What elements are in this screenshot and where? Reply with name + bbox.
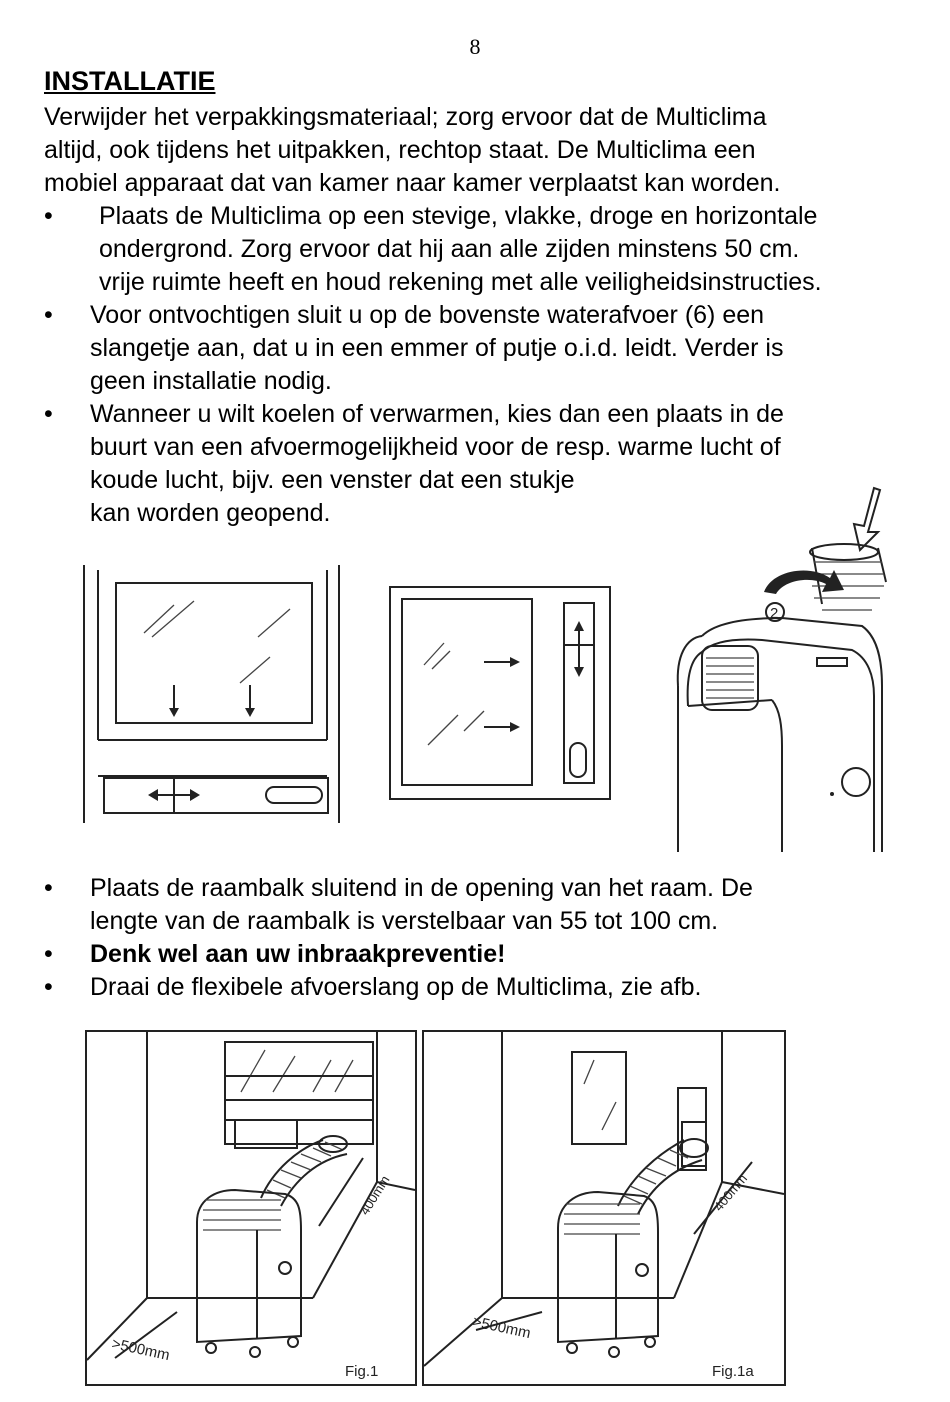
section-heading: INSTALLATIE	[44, 66, 216, 96]
wall-distance-label: 400mm	[356, 1172, 393, 1218]
bullet-line: geen installatie nodig.	[90, 367, 332, 395]
bullet-line: Plaats de raambalk sluitend in de opening van het raam. De	[90, 874, 753, 902]
bullet-line: Plaats de Multiclima op een stevige, vlakke, droge en horizontale	[99, 202, 818, 230]
step-marker: 2	[770, 605, 779, 622]
bullet-dot: •	[44, 973, 53, 1001]
bullet-dot: •	[44, 400, 53, 428]
intro-paragraph	[44, 101, 924, 200]
insert-arrow-icon	[854, 488, 880, 550]
window-slide-illustration	[82, 565, 342, 827]
side-distance-label: >500mm	[471, 1313, 533, 1343]
bullet-line: koude lucht, bijv. een venster dat een stukje	[90, 466, 575, 494]
bullet-line-bold: Denk wel aan uw inbraakpreventie!	[90, 940, 506, 968]
bullet-line: kan worden geopend.	[90, 499, 331, 527]
bullet-line: lengte van de raambalk is verstelbaar van 55 tot 100 cm.	[90, 907, 719, 935]
unit-hose-rotation-illustration	[672, 486, 888, 852]
figure-1a	[422, 1030, 786, 1386]
bullet-line: slangetje aan, dat u in een emmer of putje o.i.d. leidt. Verder is	[90, 334, 784, 362]
window-vertical-slide-illustration	[388, 585, 613, 815]
bullet-line: Voor ontvochtigen sluit u op de bovenste waterafvoer (6) een	[90, 301, 765, 329]
bullet-dot: •	[44, 301, 53, 329]
bullet-dot: •	[44, 940, 53, 968]
figure-caption: Fig.1a	[712, 1363, 754, 1380]
page-number: 8	[469, 34, 481, 59]
bullet-line: Wanneer u wilt koelen of verwarmen, kies dan een plaats in de	[90, 400, 784, 428]
bullet-dot: •	[44, 874, 53, 902]
figure-1	[85, 1030, 417, 1386]
bullet-dot: •	[44, 202, 53, 230]
side-distance-label: >500mm	[110, 1335, 172, 1365]
intro-line: altijd, ook tijdens het uitpakken, rechtop staat. De Multiclima een	[44, 136, 756, 164]
wall-distance-label: 400mm	[710, 1171, 751, 1214]
figure-caption: Fig.1	[345, 1363, 379, 1380]
bullet-line: Draai de flexibele afvoerslang op de Multiclima, zie afb.	[90, 973, 702, 1001]
intro-line: Verwijder het verpakkingsmateriaal; zorg ervoor dat de Multiclima	[44, 103, 767, 131]
bullet-line: ondergrond. Zorg ervoor dat hij aan alle zijden minstens 50 cm.	[99, 235, 800, 263]
bullet-line: buurt van een afvoermogelijkheid voor de resp. warme lucht of	[90, 433, 781, 461]
bullet-line: vrije ruimte heeft en houd rekening met alle veiligheidsinstructies.	[99, 268, 822, 296]
intro-line: mobiel apparaat dat van kamer naar kamer verplaatst kan worden.	[44, 169, 781, 197]
